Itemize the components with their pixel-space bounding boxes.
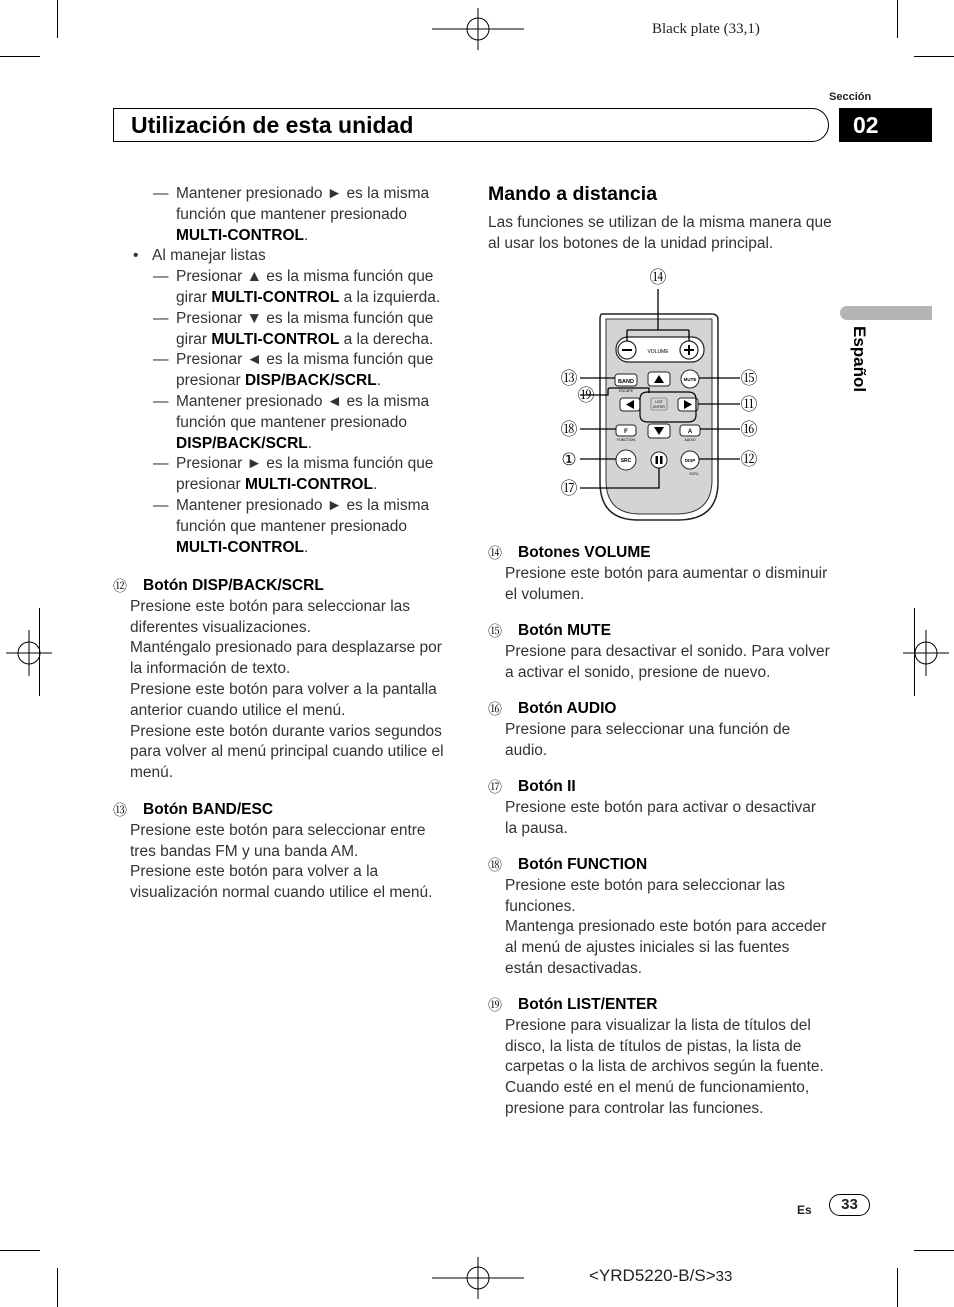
list-item: — Presionar ▲ es la misma función que girar MULTI-CONTROL a la izquierda. bbox=[153, 268, 441, 306]
language-tab bbox=[840, 306, 932, 320]
item-18: ⑱ Botón FUNCTION Presione este botón para seleccionar las funciones. Mantenga presionado este botón para acceder al menú de ajustes iniciales si las fuentes están desactivadas. bbox=[488, 856, 827, 977]
list-item: — Mantener presionado ◄ es la misma función que mantener presionado DISP/BACK/SCRL. bbox=[153, 392, 430, 452]
volume-label: VOLUME bbox=[647, 349, 669, 355]
callout-15: ⑮ bbox=[740, 369, 758, 388]
crop-mark bbox=[897, 0, 898, 38]
plate-label: Black plate (33,1) bbox=[652, 21, 760, 37]
function-label: FUNCTION bbox=[616, 438, 636, 442]
item-19: ⑲ Botón LIST/ENTER Presione para visualizar la lista de títulos del disco, la lista de títulos de pistas, la lista de carpetas o la lista de archivos según la fuente. Cuando esté en el menú de funcionamiento, presione para controlar las funciones. bbox=[488, 996, 824, 1117]
band-label: BAND bbox=[618, 379, 634, 385]
registration-mark-icon bbox=[6, 630, 52, 676]
f-label: F bbox=[624, 429, 628, 435]
section-label: Sección bbox=[829, 91, 872, 103]
registration-mark-icon bbox=[432, 8, 524, 50]
item-17: ⑰ Botón II Presione este botón para activar o desactivar la pausa. bbox=[488, 778, 817, 837]
page-number: 33 bbox=[829, 1194, 870, 1216]
crop-mark bbox=[0, 1250, 40, 1251]
callout-13: ⑬ bbox=[560, 369, 578, 388]
callout-17: ⑰ bbox=[560, 479, 578, 498]
callout-1: ① bbox=[561, 450, 577, 469]
escape-label: ESCAPE bbox=[618, 389, 634, 393]
intro-text: Las funciones se utilizan de la misma manera que al usar los botones de la unidad principal. bbox=[488, 214, 832, 252]
callout-19: ⑲ bbox=[577, 386, 595, 405]
remote-control-illustration bbox=[548, 262, 778, 527]
list-item: — Presionar ▼ es la misma función que girar MULTI-CONTROL a la derecha. bbox=[153, 309, 434, 348]
list-item: — Presionar ◄ es la misma función que presionar DISP/BACK/SCRL. bbox=[153, 351, 434, 390]
disp-label: DISP bbox=[684, 458, 696, 463]
item-13: ⑬ Botón BAND/ESC Presione este botón para seleccionar entre tres bandas FM y una banda AM. Presione este botón para volver a la visualización normal cuando utilice el menú. bbox=[113, 801, 433, 902]
callout-14: ⑭ bbox=[649, 268, 667, 287]
crop-mark bbox=[914, 56, 954, 57]
item-12: ⑫ Botón DISP/BACK/SCRL Presione este botón para seleccionar las diferentes visualizaciones. Manténgalo presionado para desplazarse por la información de texto. Presione este botón para volver a la pantalla anterior cuando utilice el menú. Presione este botón durante varios segundos para volver al menú principal cuando utilice el menú. bbox=[113, 577, 444, 782]
enter-label: ENTER bbox=[653, 405, 665, 409]
callout-16: ⑯ bbox=[740, 420, 758, 439]
svg-text:A: A bbox=[687, 429, 693, 435]
page-title: Utilización de esta unidad bbox=[131, 112, 414, 138]
model-code: <YRD5220-B/S>33 bbox=[589, 1266, 733, 1285]
left-column bbox=[130, 184, 455, 558]
mute-label: MUTE bbox=[683, 377, 697, 382]
section-heading: Mando a distancia bbox=[488, 183, 658, 205]
src-label: SRC bbox=[620, 458, 632, 464]
crop-mark bbox=[897, 1268, 898, 1307]
item-15: ⑮ Botón MUTE Presione para desactivar el sonido. Para volver a activar el sonido, presione de nuevo. bbox=[488, 622, 830, 681]
section-number: 02 bbox=[839, 108, 932, 142]
language-label: Español bbox=[850, 326, 869, 393]
callout-18: ⑱ bbox=[560, 420, 578, 439]
registration-mark-icon bbox=[903, 630, 949, 676]
registration-mark-icon bbox=[432, 1257, 524, 1299]
list-item: • Al manejar listas bbox=[133, 247, 266, 265]
list-item: — Mantener presionado ► es la misma función que mantener presionado MULTI-CONTROL. bbox=[153, 496, 430, 556]
crop-mark bbox=[57, 1268, 58, 1307]
item-16: ⑯ Botón AUDIO Presione para seleccionar una función de audio. bbox=[488, 700, 791, 759]
crop-mark bbox=[0, 56, 40, 57]
list-item: — Presionar ► es la misma función que presionar MULTI-CONTROL. bbox=[153, 455, 434, 494]
callout-11: ⑪ bbox=[740, 395, 758, 414]
language-code: Es bbox=[797, 1203, 812, 1217]
scrl-label: SCRL bbox=[689, 472, 699, 476]
item-14: ⑭ Botones VOLUME Presione este botón para aumentar o disminuir el volumen. bbox=[488, 544, 828, 603]
list-item: — Mantener presionado ► es la misma función que mantener presionado MULTI-CONTROL. bbox=[153, 185, 430, 244]
audio-label: AUDIO bbox=[684, 438, 696, 442]
list-label: LIST bbox=[655, 400, 663, 404]
crop-mark bbox=[57, 0, 58, 38]
callout-12: ⑫ bbox=[740, 450, 758, 469]
crop-mark bbox=[914, 1250, 954, 1251]
